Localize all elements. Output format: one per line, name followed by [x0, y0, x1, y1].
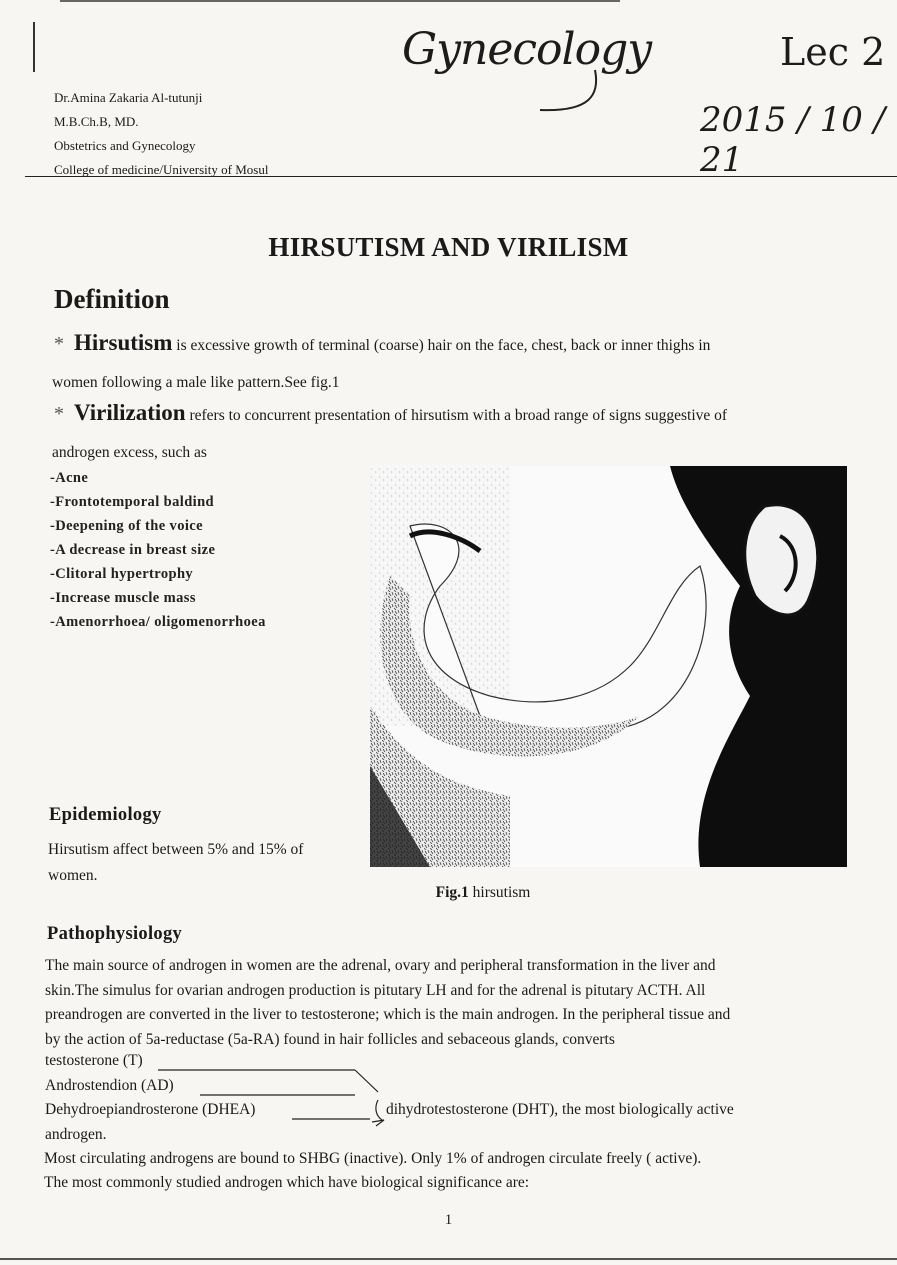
epidemiology-text-line2: women.: [48, 867, 98, 884]
list-item: -Frontotemporal baldind: [50, 494, 215, 510]
list-item: -Acne: [50, 470, 89, 486]
hirsutism-term: Hirsutism: [74, 330, 173, 355]
definition-heading: Definition: [54, 284, 170, 314]
bullet: *: [54, 403, 64, 425]
epidemiology-text-line1: Hirsutism affect between 5% and 15% of: [48, 841, 304, 858]
figure-caption: [0, 884, 897, 902]
list-item: -A decrease in breast size: [50, 542, 216, 558]
precursor-androstendion: Androstendion (AD): [45, 1077, 174, 1094]
list-item: -Amenorrhoea/ oligomenorrhoea: [50, 614, 266, 630]
hirsutism-text-cont: women following a male like pattern.See fig.1: [52, 374, 340, 391]
author-specialty: Obstetrics and Gynecology: [54, 138, 196, 153]
author-degree: M.B.Ch.B, MD.: [54, 114, 139, 129]
paragraph-shbg: Most circulating androgens are bound to SHBG (inactive). Only 1% of androgen circulate freely ( active).: [44, 1150, 702, 1167]
author-block: [54, 86, 268, 182]
hirsutism-photo: [370, 466, 847, 867]
handwritten-subject: Gynecology: [402, 24, 652, 75]
figure-label: Fig.1: [435, 884, 469, 901]
handwritten-underline: [520, 60, 610, 120]
document-title: HIRSUTISM AND VIRILISM: [268, 232, 629, 262]
virilization-text: refers to concurrent presentation of hirsutism with a broad range of signs suggestive of: [185, 407, 728, 424]
list-item: -Clitoral hypertrophy: [50, 566, 194, 582]
pathophysiology-body: [45, 954, 845, 1052]
bottom-edge-rule: [0, 1258, 897, 1260]
author-institution: College of medicine/University of Mosul: [54, 162, 269, 177]
product-dht: dihydrotestosterone (DHT), the most biologically active: [386, 1101, 734, 1118]
page-number: 1: [444, 1212, 453, 1228]
top-edge-rule: [60, 0, 620, 2]
virilization-definition: [54, 400, 854, 426]
hirsutism-text: is excessive growth of terminal (coarse) hair on the face, chest, back or inner thighs in: [172, 337, 711, 354]
header-divider: [25, 176, 897, 177]
paragraph-androgens: The most commonly studied androgen which have biological significance are:: [44, 1174, 530, 1191]
figure-caption-text: hirsutism: [468, 884, 531, 901]
epidemiology-heading: Epidemiology: [49, 805, 162, 825]
list-item: -Deepening of the voice: [50, 518, 203, 534]
hirsutism-definition: [54, 330, 854, 356]
pen-mark: [33, 22, 35, 72]
handwritten-date: 2015 / 10 / 21: [700, 100, 886, 180]
list-item: -Increase muscle mass: [50, 590, 196, 606]
virilization-term: Virilization: [74, 400, 186, 425]
pathophysiology-heading: Pathophysiology: [47, 924, 183, 944]
precursor-dhea: Dehydroepiandrosterone (DHEA): [45, 1101, 256, 1118]
paragraph-line: skin.The simulus for ovarian androgen production is pitutary LH and for the adrenal is pitutary ACTH. All: [45, 981, 706, 999]
product-dht-cont: androgen.: [45, 1126, 107, 1143]
paragraph-line: by the action of 5a-reductase (5a-RA) found in hair follicles and sebaceous glands, converts: [45, 1030, 615, 1048]
virilization-signs-list: [50, 466, 266, 634]
handwritten-lecture: Lec 2: [780, 30, 886, 74]
author-name: Dr.Amina Zakaria Al-tutunji: [54, 90, 203, 105]
conversion-arrows: [150, 1060, 390, 1130]
paragraph-line: The main source of androgen in women are the adrenal, ovary and peripheral transformation in the liver and: [45, 957, 716, 974]
bullet: *: [54, 333, 64, 355]
precursor-testosterone: testosterone (T): [45, 1052, 143, 1069]
virilization-text-cont: androgen excess, such as: [52, 444, 207, 461]
paragraph-line: preandrogen are converted in the liver to testosterone; which is the main androgen. In the peripheral tissue and: [45, 1006, 731, 1023]
